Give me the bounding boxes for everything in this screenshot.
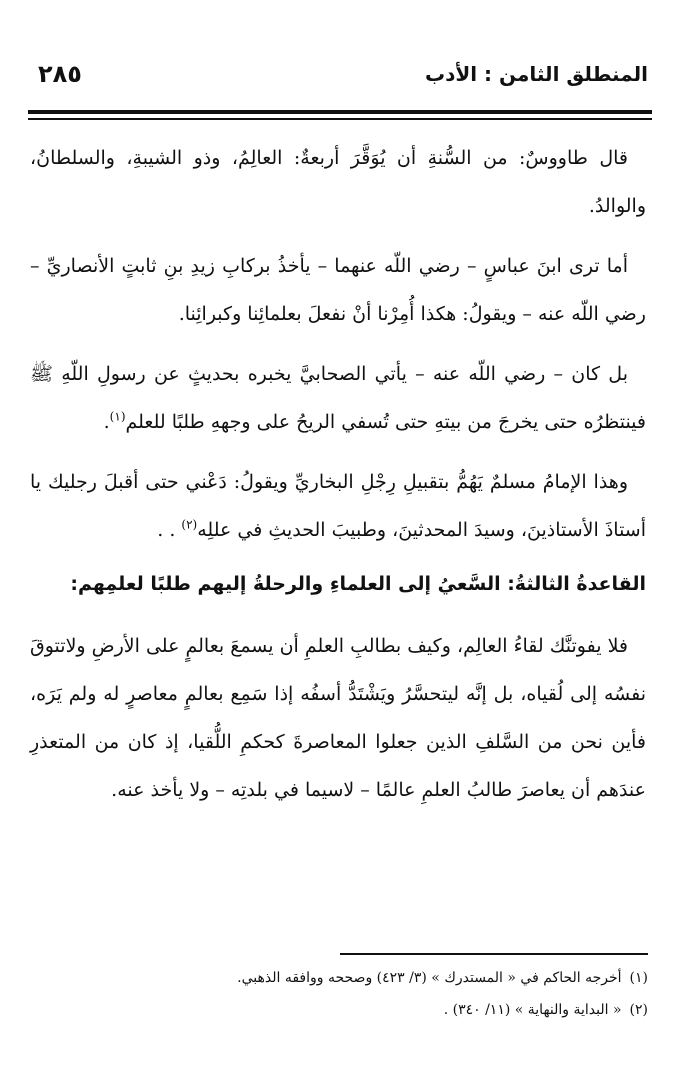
header-rule-thick [28,110,652,114]
paragraph-muslim-end: . . [157,519,182,541]
footnote-ref-2[interactable]: (٢) [181,517,198,532]
paragraph-seeking-scholars: فلا يفوتنَّك لقاءُ العالِم، وكيف بطالبِ العلمِ أن يسمعَ بعالمٍ على الأرضِ ولاتتوقَ نفسُه إلى لُقياه، بل إنَّه ليتحسَّرُ ويَشْتَدُّ أسفُه إذا سَمِع بعالمٍ معاصرٍ له ولم يَرَه، فأين نحن من السَّلفِ الذين جعلوا المعاصرةَ كحكمِ اللُّقيا، إذ كان من المتعذرِ عندَهم أن يعاصرَ طالبُ العلمِ عالمًا – لاسيما في بلدتِه – ولا يأخذ عنه. [30,635,646,801]
section-heading: القاعدةُ الثالثةُ: السَّعيُ إلى العلماءِ والرحلةُ إليهم طلبًا لعلمِهم: [70,573,646,595]
paragraph-sahabi [30,350,646,446]
running-title: المنطلق الثامن : الأدب [424,62,648,86]
footnote-number: (٢) [629,1002,648,1018]
footnote-separator [340,953,648,955]
footnote-number: (١) [629,970,648,986]
body-text [30,134,646,826]
paragraph-muslim [30,458,646,554]
footnote-2 [30,994,648,1026]
paragraph-tawus: قال طاووسٌ: من السُّنةِ أن يُوَقَّرَ أربعةٌ: العالِمُ، وذو الشيبةِ، والسلطانُ، والوالدُ. [30,147,646,217]
footnote-1 [30,962,648,994]
paragraph-sahabi-end: . [103,411,110,433]
footnote-ref-1[interactable]: (١) [109,409,126,424]
footnote-text: أخرجه الحاكم في « المستدرك » (٣/ ٤٢٣) وصححه ووافقه الذهبي. [237,970,622,986]
page-number: ٢٨٥ [38,60,82,88]
paragraph-sahabi-text: بل كان – رضي اللّه عنه – يأتي الصحابيَّ يخبره بحديثٍ عن رسولِ اللّهِ ﷺ فينتظرُه حتى يخرجَ من بيتهِ حتى تُسفي الريحُ على وجههِ طلبًا للعلم [30,363,646,433]
footnote-text: « البداية والنهاية » (١١/ ٣٤٠) . [443,1002,622,1018]
paragraph-muslim-text: وهذا الإمامُ مسلمٌ يَهُمُّ بتقبيلِ رِجْلِ البخاريِّ ويقولُ: دَعْني حتى أقبلَ رجليك يا أستاذَ الأستاذينَ، وسيدَ المحدثينَ، وطبيبَ الحديثِ في عللِه [30,471,646,541]
footnotes [30,962,648,1026]
paragraph-ibn-abbas: أما ترى ابنَ عباسٍ – رضي اللّه عنهما – يأخذُ بركابِ زيدِ بنِ ثابتٍ الأنصاريِّ – رضي اللّه عنه – ويقولُ: هكذا أُمِرْنا أنْ نفعلَ بعلمائِنا وكبرائِنا. [30,255,646,325]
header-rule-thin [28,118,652,120]
page-header [28,52,652,102]
